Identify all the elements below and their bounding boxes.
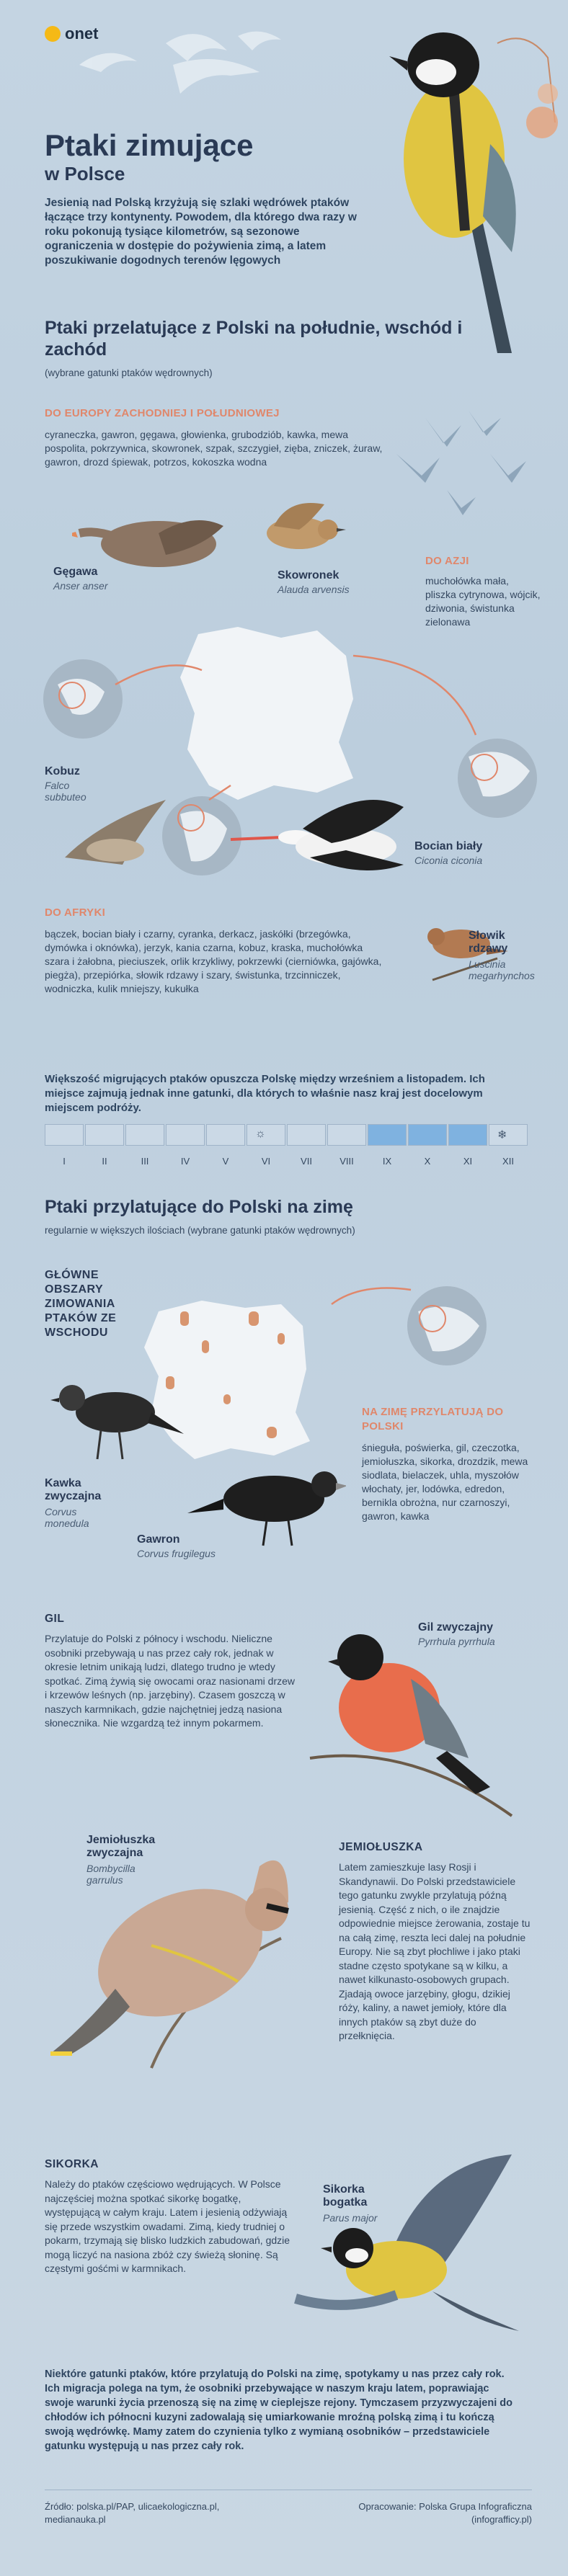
tit-cheek [416, 59, 456, 85]
departing-heading: Ptaki przelatujące z Polski na południe, wschód i zachód [45, 318, 463, 360]
jackdaw-illustration [50, 1369, 187, 1470]
closing-text: Niektóre gatunki ptaków, które przylatują do Polski na zimę, spotykamy u nas przez cały rok. Ich migracja polega na tym, że osobniki przebywające w naszym kraju latem, poprawiając swoje warunki życia przenoszą się na zimę w cieplejsze rejony. Tymczasem przyzwyczajeni do chłodów ich północni kuzyni zadowalają się umiarkowanie mroźną polską zimą i tu kończą swoją wędrówkę. Mamy zatem do czynienia tylko z wymianą osobników – przedstawiciele gatunku występują u nas przez cały rok. [45, 2368, 512, 2452]
bocian-name: Bocian biały [414, 840, 483, 852]
month-label: IV [180, 1156, 190, 1167]
month-box-5 [206, 1124, 245, 1146]
skylark-beak [337, 528, 346, 532]
slowik-name: Słowik rdzawy [469, 930, 508, 955]
gawron-latin: Corvus frugilegus [137, 1548, 216, 1559]
brand-name: onet [65, 24, 99, 43]
regions-label: GŁÓWNE OBSZARY ZIMOWANIA PTAKÓW ZE WSCHODU [45, 1269, 117, 1339]
month-box-3 [125, 1124, 164, 1146]
gegawa-name: Gęgawa [53, 566, 98, 578]
silhouette-flying-2 [469, 411, 501, 436]
silhouette-flying-3 [396, 454, 440, 483]
wintering-area-7 [223, 1394, 231, 1404]
silhouette-bird-2 [166, 34, 227, 61]
month-label: V [222, 1156, 229, 1167]
skowronek-name: Skowronek [278, 569, 340, 581]
page-subtitle: w Polsce [45, 163, 125, 184]
africa-label: DO AFRYKI [45, 906, 106, 919]
gawron-name: Gawron [137, 1533, 180, 1546]
snowflake-icon: ❄ [497, 1129, 507, 1141]
page-title: Ptaki zimujące [45, 128, 254, 162]
seed-ball-decoration-2 [538, 84, 558, 104]
jackdaw-tail [148, 1412, 184, 1434]
seed-ball-decoration [526, 107, 558, 138]
rook-body [223, 1476, 324, 1522]
rook-tail [187, 1499, 223, 1513]
jackdaw-head [59, 1385, 85, 1411]
skowronek-latin: Alauda arvensis [278, 584, 350, 595]
skylark-head [318, 520, 338, 540]
winter-label: NA ZIMĘ PRZYLATUJĄ DO POLSKI [362, 1406, 504, 1432]
falcon-body [86, 839, 144, 862]
jemioluszka-title: JEMIOŁUSZKA [339, 1841, 423, 1853]
west-europe-label: DO EUROPY ZACHODNIEJ I POŁUDNIOWEJ [45, 407, 280, 419]
month-label: VI [261, 1156, 271, 1167]
jackdaw-legs [97, 1430, 123, 1459]
jackdaw-body [76, 1392, 155, 1432]
great-tit-cheek [345, 2248, 368, 2263]
bullfinch-beak [328, 1659, 339, 1666]
flock-silhouettes-mid [382, 404, 548, 548]
arriving-note: regularnie w większych ilościach (wybrane gatunki ptaków wędrownych) [45, 1225, 355, 1236]
wintering-area-1 [180, 1311, 189, 1326]
month-label: I [63, 1156, 66, 1167]
silhouette-bird-4 [238, 32, 281, 50]
rook-legs [263, 1520, 292, 1546]
goose-beak [72, 532, 78, 538]
gil-title: GIL [45, 1613, 65, 1625]
waxwing-tail [50, 1989, 130, 2054]
jemioluszka-bird-name: Jemiołuszka zwyczajna [86, 1834, 156, 1859]
month-box-1 [45, 1124, 84, 1146]
silhouette-flying-1 [425, 418, 461, 447]
month-box-2 [85, 1124, 124, 1146]
west-europe-list: cyraneczka, gawron, gęgawa, głowienka, grubodziób, kawka, mewa pospolita, pokrzywnica, skowronek, szpak, szczygieł, zięba, zniczek, żuraw, gawron, drozd śpiewak, potrzos, kokoszka wodna [45, 429, 383, 468]
jemioluszka-text: Latem zamieszkuje lasy Rosji i Skandynawii. Do Polski przedstawiciele tego gatunku zwykle przylatują późną jesienią. Część z nich, o ile znajdzie odpowiednie miejsce żerowania, zostaje tu na całą zimę, reszta leci dalej na południe Europy. Nie są zbyt płochliwe i jako ptaki stadne często spotykane są w kilku, a nawet kilkunasto-osobowych grupach. Zjadają owoce jarzębiny, głogu, dzikiej róży, kaliny, a nawet jemioły, które dla innych ptaków są zbyt duże do przełknięcia. [339, 1861, 531, 2041]
silhouette-flying-5 [447, 490, 476, 515]
month-box-4 [166, 1124, 205, 1146]
sikorka-bird-name: Sikorka bogatka [323, 2183, 368, 2209]
footer-credits [358, 2500, 532, 2526]
month-label: XII [502, 1156, 514, 1167]
bullfinch-cap [337, 1634, 383, 1680]
gil-bird-name: Gil zwyczajny [418, 1621, 494, 1634]
asia-label: DO AZJI [425, 555, 469, 567]
white-stork-illustration [223, 778, 411, 879]
sikorka-title: SIKORKA [45, 2158, 99, 2170]
asia-list: muchołówka mała, pliszka cytrynowa, wójcik, dziwonia, świstunka zielonawa [425, 575, 541, 628]
month-label: II [102, 1156, 107, 1167]
month-box-8 [327, 1124, 366, 1146]
kawka-latin: Corvus monedula [45, 1506, 89, 1529]
rook-head [311, 1471, 337, 1497]
month-box-11 [448, 1124, 487, 1146]
wintering-area-4 [278, 1333, 285, 1345]
jackdaw-beak [50, 1398, 59, 1402]
gil-bird-latin: Pyrrhula pyrrhula [418, 1636, 495, 1647]
arrow-from-east [332, 1288, 411, 1305]
months-timeline [45, 1124, 532, 1170]
kawka-name: Kawka zwyczajna [45, 1477, 102, 1502]
gil-text: Przylatuje do Polski z północy i wschodu. Nieliczne osobniki przebywają u nas przez cały rok, jednak w okresie letnim unikają ludzi, dlatego trudno je wtedy spotkać. Zimą żywią się owocami oraz nasionami drzew i krzewów leśnych (np. jarzębiny). Czasem goszczą w naszych karmnikach, gdzie najchętniej jedzą nasiona słonecznika. Nie wzgardzą też innym pokarmem. [45, 1633, 296, 1729]
poland-map-shape [180, 627, 353, 800]
great-tit-beak [321, 2247, 332, 2252]
stork-beak [231, 837, 281, 839]
logo-dot-icon [45, 26, 61, 42]
wintering-area-6 [267, 1427, 277, 1438]
silhouette-bird-3 [173, 59, 259, 94]
month-label: IX [382, 1156, 392, 1167]
month-label: VIII [340, 1156, 354, 1167]
month-box-12 [489, 1124, 528, 1146]
great-tit-head [333, 2228, 373, 2268]
sikorka-bird-latin: Parus major [323, 2212, 378, 2224]
goose-neck [79, 532, 115, 537]
month-label: X [424, 1156, 431, 1167]
rook-illustration [180, 1441, 346, 1549]
arrow-east [353, 656, 476, 735]
sun-icon: ☼ [255, 1128, 266, 1140]
footer-credits-line2: (infografficy.pl) [471, 2514, 532, 2525]
africa-list: bączek, bocian biały i czarny, cyranka, derkacz, jaskółki (brzegówka, dymówka i oknówka), jerzyk, kania czarna, kobuz, kraska, muchołówka szara i żałobna, pieciuszek, orlik krzykliwy, pokrzewki (cierniówka, gajówka, piegża), przepiórka, słowik rdzawy i szary, świstunka, trzcinniczek, wodniczka, kulik mniejszy, kukułka [45, 928, 382, 994]
month-box-9 [368, 1124, 407, 1146]
kobuz-latin: Falco subbuteo [45, 780, 86, 803]
tit-beak [389, 56, 407, 71]
silhouette-flying-4 [490, 454, 526, 483]
great-tit-flying-illustration [288, 2147, 526, 2349]
wintering-area-2 [202, 1340, 209, 1353]
slowik-latin: Luscinia megarhynchos [469, 958, 535, 981]
winter-list: śnieguła, poświerka, gil, czeczotka, jemiołuszka, sikorka, drozdzik, mewa siodlata, bielaczek, uhla, myszołów włochaty, jer, lodówka, edredon, bernikla obrożna, nur czarnoszyi, gawron, kawka [362, 1442, 528, 1522]
footer-source: Źródło: polska.pl/PAP, ulicaekologiczna.pl, medianauka.pl [45, 2501, 220, 2525]
month-box-7 [287, 1124, 326, 1146]
great-tit-illustration-top [375, 14, 562, 360]
intro-text: Jesienią nad Polską krzyżują się szlaki wędrówek ptaków łączące trzy kontynenty. Powodem, dla którego dwa razy w roku pokonują tysiące kilometrów, są sezonowe ograniczenia w dostępie do pożywienia zimą, a latem poszukiwanie dogodnych terenów lęgowych [45, 197, 357, 267]
month-label: III [141, 1156, 149, 1167]
nightingale-head [427, 928, 445, 945]
hobby-falcon-illustration [58, 793, 173, 872]
departing-summary: Większość migrujących ptaków opuszcza Polskę między wrześniem a listopadem. Ich miejsce zajmują jednak inne gatunki, dla których to właśnie nasz kraj jest docelowym miejscem podróży. [45, 1073, 485, 1114]
gegawa-latin: Anser anser [53, 580, 108, 592]
departing-note: (wybrane gatunki ptaków wędrownych) [45, 367, 213, 378]
jemioluszka-bird-latin: Bombycilla garrulus [86, 1863, 136, 1886]
month-label: VII [301, 1156, 312, 1167]
great-tit-tail [432, 2291, 519, 2331]
rook-beak [336, 1483, 346, 1490]
arriving-heading: Ptaki przylatujące do Polski na zimę [45, 1197, 353, 1217]
bocian-latin: Ciconia ciconia [414, 855, 483, 866]
month-box-6 [247, 1124, 285, 1146]
great-tit-wing-down [296, 2295, 396, 2305]
month-box-10 [408, 1124, 447, 1146]
wintering-area-3 [249, 1311, 259, 1326]
skylark-illustration [245, 490, 353, 569]
silhouette-bird-1 [79, 53, 137, 72]
month-label: XI [463, 1156, 473, 1167]
sikorka-text: Należy do ptaków częściowo wędrujących. W Polsce najczęściej można spotkać sikorkę bogatkę, występującą w całym kraju. Latem i jesienią odżywiają się przede wszystkim owadami. Zimą, kiedy trudniej o pokarm, trzymają się blisko ludzkich zabudowań, gdzie mogą liczyć na nasiona zbóż czy świeżą słoninę. Są częstymi gośćmi w karmnikach. [45, 2178, 290, 2274]
kobuz-name: Kobuz [45, 765, 80, 777]
footer-credits-line1: Opracowanie: Polska Grupa Infograficzna [358, 2501, 532, 2512]
flock-silhouettes-top [72, 22, 303, 115]
